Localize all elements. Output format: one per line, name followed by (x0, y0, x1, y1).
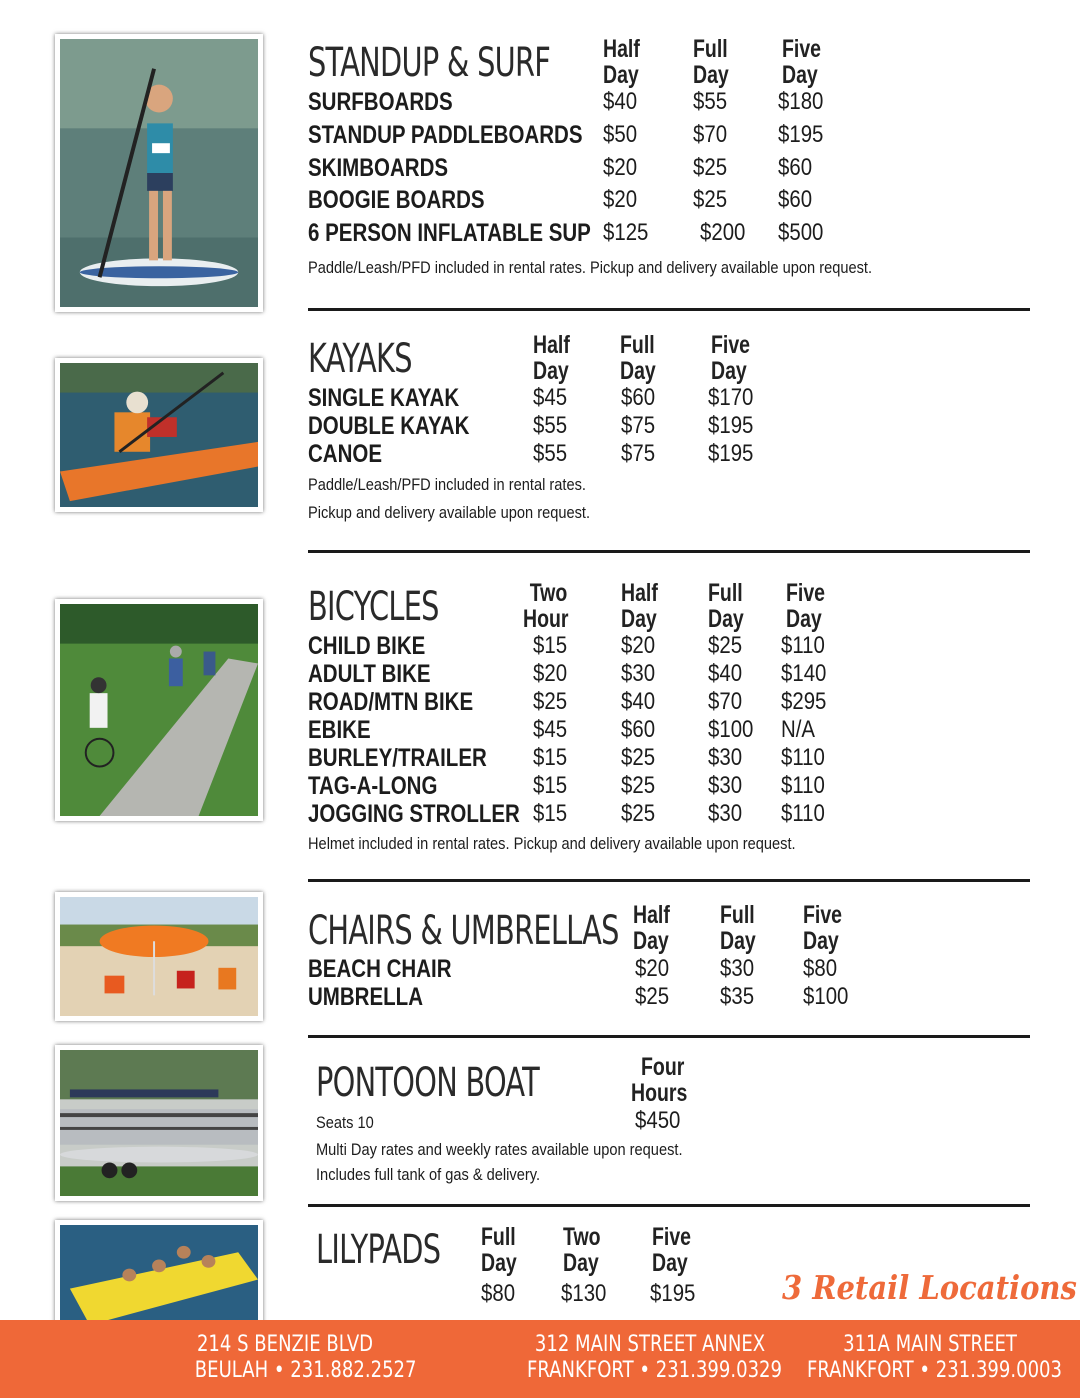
col-header-full-day (620, 332, 656, 384)
hdr-line1: Half (533, 331, 570, 359)
price: $15 (533, 744, 568, 771)
price: $110 (781, 772, 825, 799)
price: $20 (533, 660, 568, 687)
price: $100 (803, 983, 849, 1010)
price: $110 (781, 744, 825, 771)
item-ebike: EBIKE (308, 716, 371, 744)
item-skimboards: SKIMBOARDS (308, 154, 449, 182)
item-adult-bike: ADULT BIKE (308, 660, 431, 688)
footer-bar (0, 1320, 1080, 1398)
price: $30 (720, 955, 755, 982)
hdr-line2: Day (693, 61, 729, 89)
kayaks-note-1: Paddle/Leash/PFD included in rental rates. (308, 475, 586, 494)
price: $75 (621, 412, 656, 439)
pontoon-price: $450 (635, 1107, 681, 1134)
price: $25 (621, 772, 656, 799)
hdr-line2: Day (803, 927, 839, 955)
col-header-five-day (711, 332, 750, 384)
hdr-line1: Half (633, 901, 670, 929)
chairs-photo (55, 892, 263, 1021)
price: $25 (621, 744, 656, 771)
hdr-line1: Full (620, 331, 655, 359)
price: $40 (708, 660, 743, 687)
section-title-bicycles: BICYCLES (308, 584, 439, 630)
pontoon-note-2: Includes full tank of gas & delivery. (316, 1165, 541, 1184)
bicycles-photo (55, 599, 263, 821)
item-standup-paddleboards: STANDUP PADDLEBOARDS (308, 121, 583, 149)
lilypads-photo (55, 1220, 263, 1330)
price: $60 (621, 384, 656, 411)
col-header-half-day (603, 36, 640, 88)
item-child-bike: CHILD BIKE (308, 632, 426, 660)
price: $40 (621, 688, 656, 715)
hdr-line1: Four (641, 1053, 685, 1081)
divider (308, 1035, 1030, 1038)
price: $170 (708, 384, 754, 411)
col-header-five-day (803, 902, 842, 954)
section-title-pontoon: PONTOON BOAT (316, 1060, 540, 1106)
price: $125 (603, 219, 649, 246)
hdr-line1: Full (481, 1223, 516, 1251)
col-header-full-day (708, 580, 744, 632)
col-header-full-day (693, 36, 729, 88)
price: $35 (720, 983, 755, 1010)
hdr-line1: Five (782, 35, 822, 63)
location-city-phone: FRANKFORT • 231.399.0003 (807, 1358, 1063, 1383)
price: $195 (650, 1280, 696, 1307)
price: $25 (693, 154, 728, 181)
item-single-kayak: SINGLE KAYAK (308, 384, 460, 412)
hdr-line2: Day (563, 1249, 599, 1277)
col-header-five-day (652, 1224, 691, 1276)
price: $195 (778, 121, 824, 148)
price: $40 (603, 88, 638, 115)
hdr-line1: Two (563, 1223, 601, 1251)
hdr-line2: Day (481, 1249, 517, 1277)
item-burley-trailer: BURLEY/TRAILER (308, 744, 487, 772)
divider (308, 1204, 1030, 1207)
item-canoe: CANOE (308, 440, 383, 468)
price: $500 (778, 219, 824, 246)
bicycles-note: Helmet included in rental rates. Pickup and delivery available upon request. (308, 834, 796, 853)
col-header-full-day (720, 902, 756, 954)
divider (308, 308, 1030, 311)
section-title-kayaks: KAYAKS (308, 336, 412, 382)
item-road-mtn-bike: ROAD/MTN BIKE (308, 688, 474, 716)
price: $25 (693, 186, 728, 213)
price: N/A (781, 716, 816, 743)
col-header-five-day (786, 580, 825, 632)
price: $60 (778, 186, 813, 213)
hdr-line2: Day (533, 357, 569, 385)
pontoon-photo (55, 1045, 263, 1201)
hdr-line2: Day (652, 1249, 688, 1277)
retail-locations-heading: 3 Retail Locations (782, 1268, 1077, 1307)
price: $60 (621, 716, 656, 743)
item-tag-a-long: TAG-A-LONG (308, 772, 438, 800)
pontoon-note-1: Multi Day rates and weekly rates available upon request. (316, 1140, 683, 1159)
price: $20 (635, 955, 670, 982)
col-header-four-hours (631, 1054, 687, 1106)
price: $295 (781, 688, 827, 715)
price: $50 (603, 121, 638, 148)
col-header-full-day (481, 1224, 517, 1276)
price: $80 (803, 955, 838, 982)
price: $25 (635, 983, 670, 1010)
price: $195 (708, 440, 754, 467)
kayaks-note-2: Pickup and delivery available upon request. (308, 503, 591, 522)
col-header-half-day (621, 580, 658, 632)
hdr-line2: Day (633, 927, 669, 955)
price: $80 (481, 1280, 516, 1307)
hdr-line1: Five (711, 331, 751, 359)
hdr-line1: Full (708, 579, 743, 607)
standup-photo (55, 34, 263, 312)
price: $30 (708, 800, 743, 827)
price: $110 (781, 800, 825, 827)
hdr-line2: Hour (523, 605, 569, 633)
price: $30 (708, 744, 743, 771)
item-umbrella: UMBRELLA (308, 983, 424, 1011)
price: $55 (533, 440, 568, 467)
section-title-chairs: CHAIRS & UMBRELLAS (308, 908, 619, 954)
divider (308, 550, 1030, 553)
price: $20 (621, 632, 656, 659)
price: $30 (621, 660, 656, 687)
location-address: 312 MAIN STREET ANNEX (534, 1332, 766, 1357)
hdr-line2: Day (620, 357, 656, 385)
price: $25 (708, 632, 743, 659)
price: $15 (533, 632, 568, 659)
price: $180 (778, 88, 824, 115)
price: $60 (778, 154, 813, 181)
price: $55 (533, 412, 568, 439)
location-city-phone: BEULAH • 231.882.2527 (194, 1358, 417, 1383)
price: $20 (603, 154, 638, 181)
hdr-line1: Five (652, 1223, 692, 1251)
pontoon-seats: Seats 10 (316, 1113, 374, 1132)
price: $45 (533, 384, 568, 411)
col-header-two-day (563, 1224, 601, 1276)
item-jogging-stroller: JOGGING STROLLER (308, 800, 520, 828)
price: $100 (708, 716, 754, 743)
price: $55 (693, 88, 728, 115)
price: $200 (700, 219, 746, 246)
hdr-line2: Hours (631, 1079, 688, 1107)
col-header-half-day (633, 902, 670, 954)
section-title-standup: STANDUP & SURF (308, 40, 551, 86)
col-header-half-day (533, 332, 570, 384)
price: $130 (561, 1280, 607, 1307)
item-inflatable-sup: 6 PERSON INFLATABLE SUP (308, 219, 591, 247)
hdr-line2: Day (621, 605, 657, 633)
price: $75 (621, 440, 656, 467)
hdr-line1: Full (720, 901, 755, 929)
hdr-line1: Half (603, 35, 640, 63)
item-boogie-boards: BOOGIE BOARDS (308, 186, 485, 214)
price: $25 (533, 688, 568, 715)
hdr-line1: Full (693, 35, 728, 63)
price: $30 (708, 772, 743, 799)
price: $140 (781, 660, 827, 687)
hdr-line2: Day (603, 61, 639, 89)
item-double-kayak: DOUBLE KAYAK (308, 412, 470, 440)
section-title-lilypads: LILYPADS (316, 1227, 441, 1273)
hdr-line2: Day (782, 61, 818, 89)
location-address: 214 S BENZIE BLVD (196, 1332, 374, 1357)
price: $45 (533, 716, 568, 743)
price: $25 (621, 800, 656, 827)
hdr-line1: Two (529, 579, 568, 607)
location-frankfort-annex (527, 1332, 783, 1384)
item-beach-chair: BEACH CHAIR (308, 955, 452, 983)
divider (308, 879, 1030, 882)
hdr-line1: Five (786, 579, 826, 607)
hdr-line2: Day (711, 357, 747, 385)
kayak-photo (55, 358, 263, 512)
price: $70 (693, 121, 728, 148)
price: $15 (533, 772, 568, 799)
hdr-line2: Day (786, 605, 822, 633)
hdr-line2: Day (720, 927, 756, 955)
col-header-five-day (782, 36, 821, 88)
standup-note: Paddle/Leash/PFD included in rental rates. Pickup and delivery available upon request. (308, 258, 873, 277)
price: $195 (708, 412, 754, 439)
location-address: 311A MAIN STREET (843, 1332, 1017, 1357)
hdr-line2: Day (708, 605, 744, 633)
hdr-line1: Half (621, 579, 658, 607)
price: $15 (533, 800, 568, 827)
location-city-phone: FRANKFORT • 231.399.0329 (527, 1358, 783, 1383)
location-beulah (194, 1332, 417, 1384)
price: $20 (603, 186, 638, 213)
location-frankfort-main (807, 1332, 1063, 1384)
hdr-line1: Five (803, 901, 843, 929)
price: $70 (708, 688, 743, 715)
col-header-two-hour (523, 580, 568, 632)
item-surfboards: SURFBOARDS (308, 88, 453, 116)
price: $110 (781, 632, 825, 659)
